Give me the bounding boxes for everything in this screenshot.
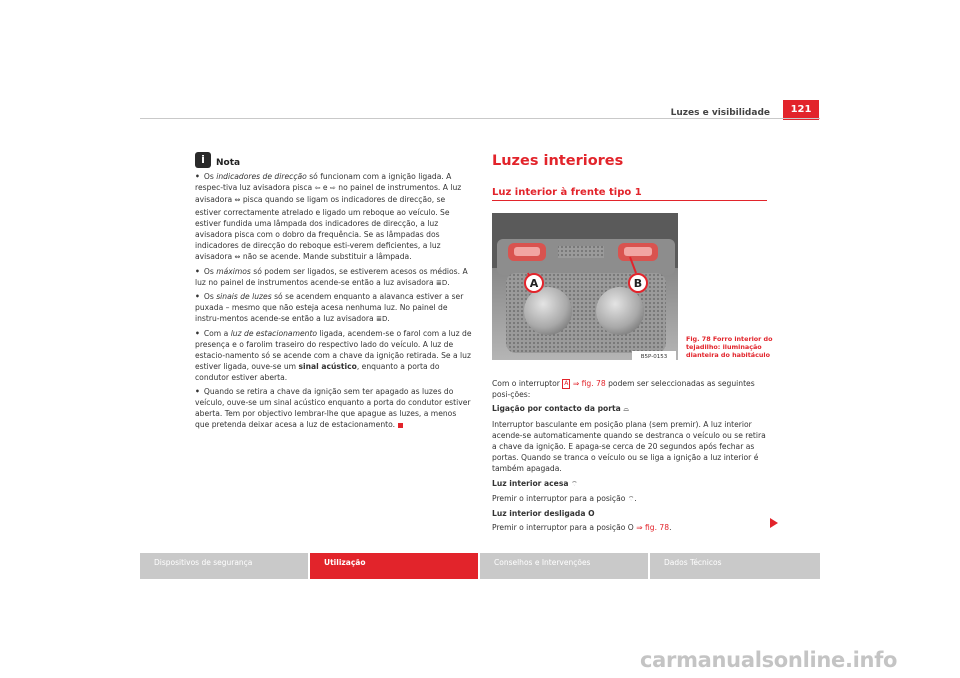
header-rule <box>140 118 820 119</box>
interior-light-icon: ⌔ <box>571 479 578 488</box>
high-beam-icon: ≣D <box>376 315 388 324</box>
note-bullet-1: • Os indicadores de direcção só funcionam com a ignição ligada. A respec-tiva luz avisadora pisca ⇦ e ⇨ no painel de instrumentos. A luz avisadora ⇔ pisca quando se ligam os indicadores de direcção, se estiver correctamente atrelado e ligado um reboque ao veículo. Se estiver fundida uma lâmpada dos indicadores de direcção, a luz avisadora pisca com o dobro da frequência. Se as lâmpadas dos indicadores de direcção do reboque esti-verem deficientes, a luz avisadora ⇔ não se acende. Mande substituir a lâmpada. <box>195 171 472 264</box>
tab-conselhos-intervencoes[interactable]: Conselhos e Intervenções <box>480 553 648 579</box>
subsection-title: Luz interior à frente tipo 1 <box>492 187 642 198</box>
page-number: 121 <box>783 100 819 120</box>
note-bullet-3: • Os sinais de luzes só se acendem enquanto a alavanca estiver a ser puxada – mesmo que não esteja acesa nenhuma luz. No painel de instru-mentos acende-se então a luz avisadora ≣D. <box>195 291 472 326</box>
intro-paragraph: Com o interruptor A ⇒ fig. 78 podem ser seleccionadas as seguintes posi-ções: <box>492 379 755 400</box>
section-title: Luzes interiores <box>492 153 624 169</box>
door-contact-icon: ⌓ <box>623 405 629 414</box>
trailer-indicator-icon: ⇔ <box>234 253 241 262</box>
right-body <box>492 378 772 536</box>
watermark: carmanualsonline.info <box>640 648 898 672</box>
fig-78-link[interactable]: ⇒ fig. 78 <box>572 379 606 388</box>
callout-a: A <box>529 277 539 290</box>
tab-utilizacao[interactable]: Utilização <box>310 553 478 579</box>
note-bullet-5: • Quando se retira a chave da ignição sem ter apagado as luzes do veículo, ouve-se um sinal acústico enquanto a porta do condutor estiver aberta. Tem por objectivo lembrar-lhe que apague as luzes, a menos que pretenda deixar acesa a luz de estacionamento. <box>195 386 471 430</box>
fig-78-link[interactable]: ⇒ fig. 78 <box>636 523 670 533</box>
interior-light-icon: ⌔ <box>627 494 635 503</box>
heading-door-contact: Ligação por contacto da porta ⌓ <box>492 403 772 415</box>
switch-a-tag: A <box>564 380 569 387</box>
tab-dispositivos-seguranca[interactable]: Dispositivos de segurança <box>140 553 308 579</box>
note-title: Nota <box>216 158 241 168</box>
note-bullet-4: • Com a luz de estacionamento ligada, acendem-se o farol com a luz de presença e o farolim traseiro do respectivo lado do veículo. A luz de estacio-namento só se acende com a chave da ignição retirada. Se a luz estiver ligada, ouve-se um sinal acústico, enquanto a porta do condutor estiver aberta. <box>195 328 472 383</box>
turn-right-icon: ⇨ <box>330 184 336 193</box>
paragraph-light-off: Premir o interruptor para a posição O ⇒ fig. 78. <box>492 523 672 533</box>
figure-code: B5P-0153 <box>640 354 668 360</box>
continue-arrow-icon <box>770 518 778 528</box>
heading-light-on: Luz interior acesa ⌔ <box>492 478 772 490</box>
paragraph-light-on: Premir o interruptor para a posição ⌔. <box>492 493 772 505</box>
high-beam-icon: ≣D <box>436 278 448 287</box>
subsection-rule <box>492 200 767 201</box>
microphone-grill <box>558 246 604 258</box>
paragraph-door-contact: Interruptor basculante em posição plana (sem premir). A luz interior acende-se automaticamente quando se destranca o veículo ou se retira a chave da ignição. E apaga-se cerca de 20 segundos após fechar as portas. Quando se tranca o veículo ou se liga a ignição a luz interior é também apagada. <box>492 419 766 474</box>
knob-a <box>524 287 572 335</box>
figure-78-photo <box>492 213 678 360</box>
trailer-indicator-icon: ⇔ <box>234 196 241 205</box>
callout-b: B <box>633 277 643 290</box>
note-bullet-2: • Os máximos só podem ser ligados, se estiverem acesos os médios. A luz no painel de instrumentos acende-se então a luz avisadora ≣D. <box>195 266 472 289</box>
note-body <box>195 171 472 432</box>
running-header-title: Luzes e visibilidade <box>670 108 770 118</box>
turn-left-icon: ⇦ <box>314 184 321 193</box>
heading-light-off: Luz interior desligada O <box>492 509 595 519</box>
tab-dados-tecnicos[interactable]: Dados Técnicos <box>650 553 820 579</box>
figure-caption: Fig. 78 Forro interior do tejadilho: iluminação dianteira do habitáculo <box>686 335 773 360</box>
note-info-icon: i <box>195 152 211 168</box>
end-of-section-marker <box>398 423 403 428</box>
roof-light-illustration <box>492 213 678 360</box>
knob-b <box>596 287 644 335</box>
footer-nav <box>140 553 820 579</box>
